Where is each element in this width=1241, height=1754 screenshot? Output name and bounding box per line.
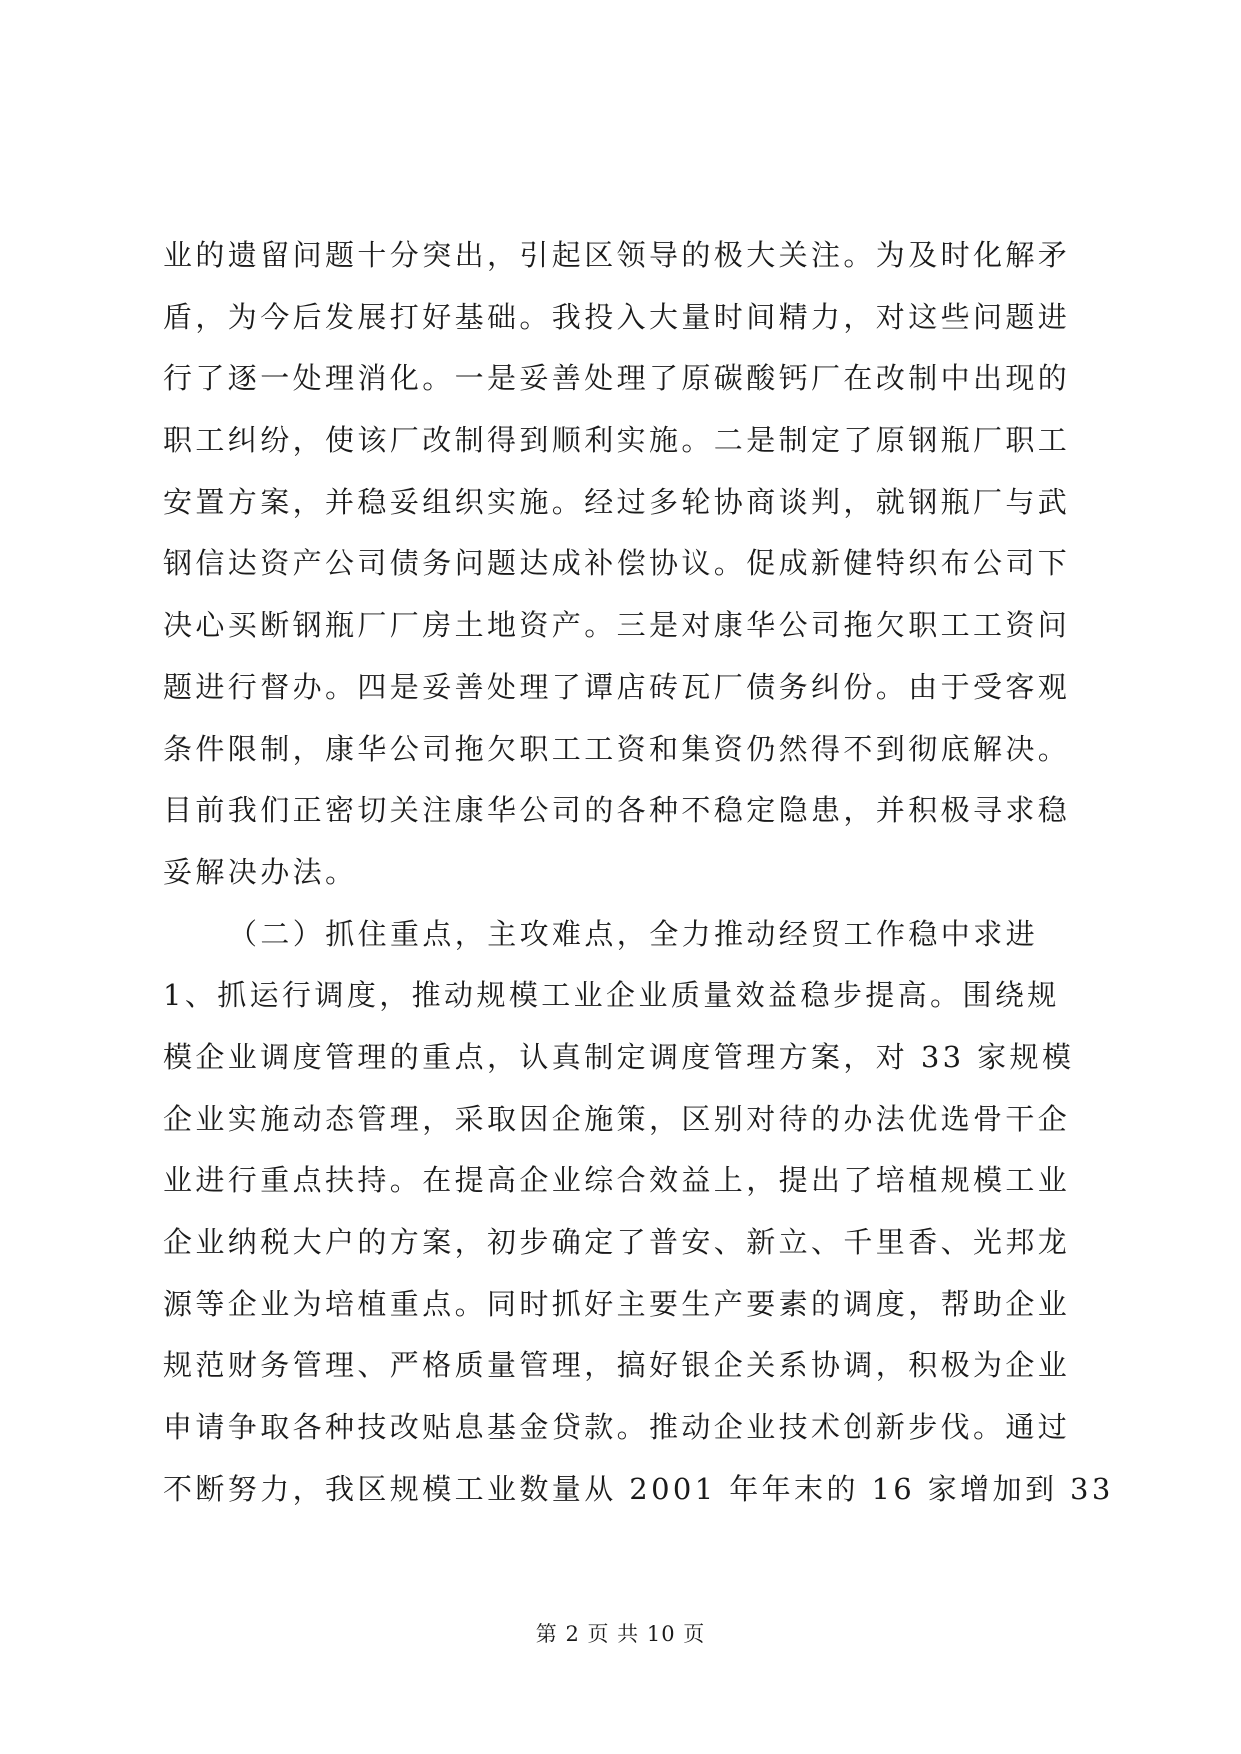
text-line: 企业实施动态管理，采取因企施策，区别对待的办法优选骨干企 <box>163 1101 1071 1136</box>
text-line: 盾，为今后发展打好基础。我投入大量时间精力，对这些问题进 <box>163 299 1071 334</box>
text-line: 题进行督办。四是妥善处理了谭店砖瓦厂债务纠份。由于受客观 <box>163 669 1071 704</box>
text-line: 决心买断钢瓶厂厂房土地资产。三是对康华公司拖欠职工工资问 <box>163 608 1071 643</box>
text-line: 妥解决办法。 <box>163 854 358 889</box>
text-line: 条件限制，康华公司拖欠职工工资和集资仍然得不到彻底解决。 <box>163 731 1071 766</box>
text-line: 规范财务管理、严格质量管理，搞好银企关系协调，积极为企业 <box>163 1348 1071 1383</box>
section-heading: （二）抓住重点，主攻难点，全力推动经贸工作稳中求进 <box>228 916 1039 951</box>
text-line: 行了逐一处理消化。一是妥善处理了原碳酸钙厂在改制中出现的 <box>163 361 1071 396</box>
text-line: 申请争取各种技改贴息基金贷款。推动企业技术创新步伐。通过 <box>163 1410 1071 1445</box>
text-line: 不断努力，我区规模工业数量从 2001 年年末的 16 家增加到 33 <box>163 1471 1114 1506</box>
text-line: 安置方案，并稳妥组织实施。经过多轮协商谈判，就钢瓶厂与武 <box>163 484 1071 519</box>
text-line: 业的遗留问题十分突出，引起区领导的极大关注。为及时化解矛 <box>163 238 1071 272</box>
text-line: 职工纠纷，使该厂改制得到顺利实施。二是制定了原钢瓶厂职工 <box>163 423 1071 458</box>
page-number-footer: 第 2 页 共 10 页 <box>535 1622 706 1646</box>
text-line: 1、抓运行调度，推动规模工业企业质量效益稳步提高。围绕规 <box>163 978 1060 1013</box>
text-line: 企业纳税大户的方案，初步确定了普安、新立、千里香、光邦龙 <box>163 1225 1071 1259</box>
text-line: 目前我们正密切关注康华公司的各种不稳定隐患，并积极寻求稳 <box>163 793 1071 828</box>
text-line: 源等企业为培植重点。同时抓好主要生产要素的调度，帮助企业 <box>163 1286 1071 1321</box>
text-line: 模企业调度管理的重点，认真制定调度管理方案，对 33 家规模 <box>163 1039 1075 1074</box>
text-line: 钢信达资产公司债务问题达成补偿协议。促成新健特织布公司下 <box>163 546 1071 581</box>
text-line: 业进行重点扶持。在提高企业综合效益上，提出了培植规模工业 <box>163 1163 1071 1198</box>
document-body <box>163 225 1114 1520</box>
